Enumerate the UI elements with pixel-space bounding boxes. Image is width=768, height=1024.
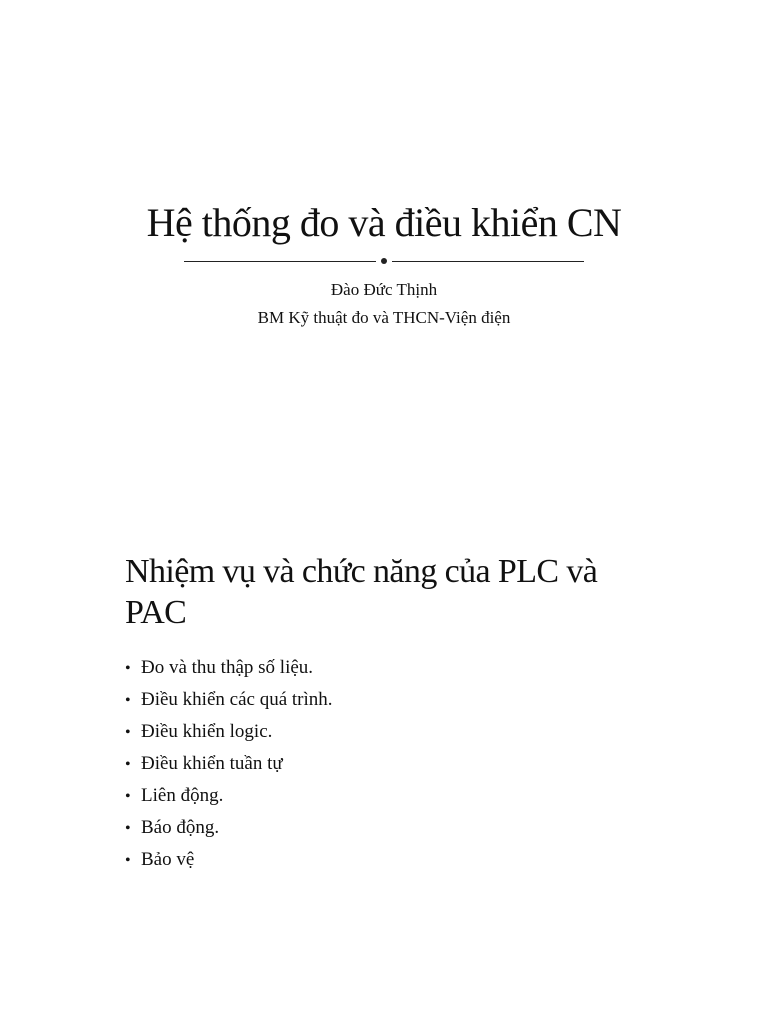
content-slide bbox=[125, 552, 645, 876]
author-name: Đào Đức Thịnh bbox=[330, 280, 438, 299]
bullet-icon: • bbox=[125, 691, 131, 709]
bullet-icon: • bbox=[125, 755, 131, 773]
list-item-text: Liên động. bbox=[141, 784, 224, 806]
divider-dot bbox=[381, 258, 387, 264]
list-item bbox=[125, 716, 645, 748]
bullet-list bbox=[125, 652, 645, 876]
list-item-text: Báo động. bbox=[141, 816, 220, 838]
list-item bbox=[125, 812, 645, 844]
bullet-icon: • bbox=[125, 819, 131, 837]
title-slide bbox=[0, 190, 768, 330]
bullet-icon: • bbox=[125, 659, 131, 677]
divider-line-left bbox=[184, 261, 376, 262]
bullet-icon: • bbox=[125, 787, 131, 805]
list-item bbox=[125, 684, 645, 716]
section-heading: Nhiệm vụ và chức năng của PLC và PAC bbox=[125, 553, 598, 631]
list-item-text: Đo và thu thập số liệu. bbox=[141, 656, 314, 678]
list-item bbox=[125, 780, 645, 812]
bullet-icon: • bbox=[125, 851, 131, 869]
list-item-text: Điều khiển các quá trình. bbox=[141, 688, 333, 710]
bullet-icon: • bbox=[125, 723, 131, 741]
list-item-text: Điều khiển tuần tự bbox=[141, 752, 283, 774]
divider-line-right bbox=[392, 261, 584, 262]
title-divider bbox=[184, 256, 584, 266]
list-item bbox=[125, 652, 645, 684]
list-item bbox=[125, 748, 645, 780]
author-affiliation: BM Kỹ thuật đo và THCN-Viện điện bbox=[257, 307, 511, 327]
list-item bbox=[125, 844, 645, 876]
slide-title: Hệ thống đo và điều khiển CN bbox=[146, 200, 622, 245]
list-item-text: Bảo vệ bbox=[141, 848, 195, 870]
list-item-text: Điều khiển logic. bbox=[141, 720, 273, 742]
